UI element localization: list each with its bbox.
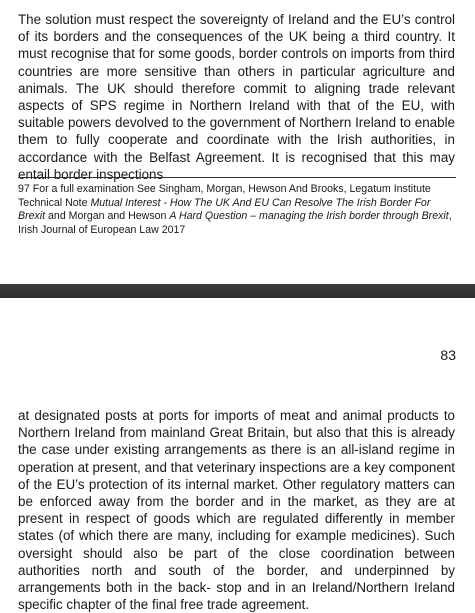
paragraph-line: must recognise that for some goods, border controls on imports from: [18, 46, 426, 62]
footnote-divider: [18, 177, 456, 178]
paragraph-line: should also be part of the close coordination between authorities north and: [18, 545, 455, 578]
paragraph-line: at designated posts at ports for imports of meat and animal products to: [18, 408, 455, 423]
footnote-title-hard-question: A Hard Question – managing the Irish border through Brexit: [169, 210, 449, 223]
paragraph-line: third countries are more sensitive than others in particular agriculture and: [18, 46, 455, 79]
paragraph-line: operation at present, and that veterinary inspections are a key component: [18, 459, 455, 475]
paragraph-line: of the EU’s protection of its internal market. Other regulatory matters can: [18, 476, 455, 492]
top-page-paragraph: [18, 11, 455, 183]
paragraph-line: of SPS regime in Northern Ireland with that of the EU, with suitable powers: [18, 98, 455, 131]
footnote-text: , Irish Journal of European Law 2017: [18, 210, 452, 236]
paragraph-line: be enforced away from the border and in the market, as they are at present: [18, 494, 455, 527]
paragraph-line: the case under existing arrangements as there is an all-island regime in: [18, 442, 455, 458]
paragraph-line: of its borders and the consequences of the UK being a third country. It: [18, 29, 455, 45]
footnote-text: and Morgan and Hewson: [45, 210, 170, 223]
footnote-title-mutual-interest: Mutual Interest - How The UK And EU Can Resolve The Irish Border For Brexit: [18, 196, 431, 223]
page-separator: [0, 284, 475, 298]
page-number: 83: [440, 347, 456, 363]
paragraph-line: stop and in an Ireland/Northern Ireland specific chapter of the final free: [18, 580, 455, 613]
paragraph-line: animals. The UK should therefore commit to aligning trade relevant aspects: [18, 80, 455, 114]
paragraph-line: which there are many, including for example medicines). Such oversight: [18, 528, 455, 561]
bottom-page-paragraph: [18, 407, 455, 613]
footnote-97: [18, 183, 458, 237]
paragraph-line: The solution must respect the sovereignty of Ireland and the EU’s control: [18, 12, 455, 27]
paragraph-line: devolved to the government of Northern Ireland to enable them to fully: [18, 115, 455, 148]
footnote-text: 97 For a full examination See Singham, Morgan, Hewson And Brooks, Legatum Institute Technical Note: [18, 183, 431, 209]
paragraph-line: in respect of goods which are regulated differently in member states (of: [18, 511, 455, 544]
paragraph-line: trade agreement.: [207, 597, 310, 613]
paragraph-line: Northern Ireland from mainland Great Britain, but also that this is already: [18, 425, 455, 441]
paragraph-line: south of the border, and underpinned by arrangements both in the back-: [18, 562, 455, 596]
paragraph-line: Belfast Agreement. It is recognised that this may entail border inspections: [18, 149, 455, 182]
paragraph-line: cooperate and coordinate with the Irish authorities, in accordance with the: [18, 132, 455, 165]
